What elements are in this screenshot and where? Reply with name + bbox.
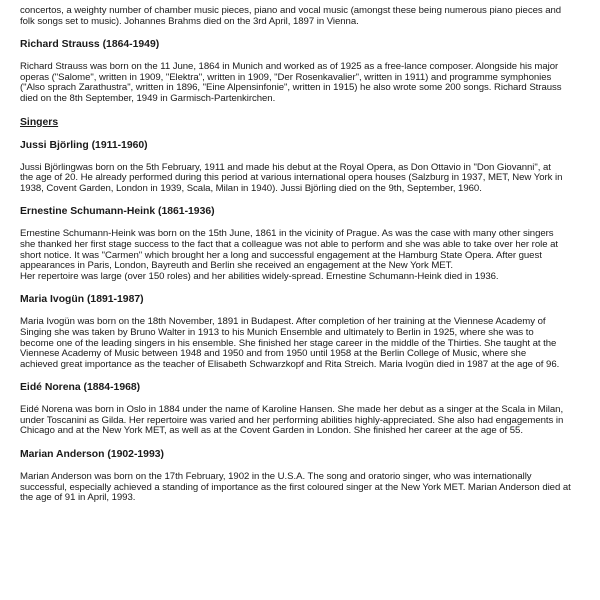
- paragraph-jussi-bjorling: Jussi Björlingwas born on the 5th February, 1911 and made his debut at the Royal Opera, as Don Ottavio in "Don Giovanni", at the age of 20. He already performed during this period at various international opera houses (Salzburg in 1937, MET, New York in 1938, Covent Garden, London in 1939, Scala, Milan in 1940). Jussi Björling died on the 9th, September, 1960.: [20, 161, 563, 194]
- heading-jussi-bjorling: Jussi Björling (1911-1960): [20, 139, 148, 151]
- paragraph-maria-ivogun: Maria Ivogün was born on the 18th November, 1891 in Budapest. After completion of her training at the Viennese Academy of Singing she was taken by Bruno Walter in 1913 to his Munich Ensemble and ultimately to Berlin in 1925, where she was to become one of the leading singers in his ensemble. She finished her stage career in the middle of the Thirties. She taught at the Viennese Academy of Music between 1948 and 1950 and from 1950 until 1958 at the Berlin College of Music, where she achieved great importance as the teacher of Elisabeth Schwarzkopf and Rita Streich. Maria Ivogün died in 1987 at the age of 96.: [20, 316, 560, 370]
- heading-marian-anderson: Marian Anderson (1902-1993): [20, 449, 164, 461]
- heading-maria-ivogun: Maria Ivogün (1891-1987): [20, 294, 144, 306]
- document-page: [20, 6, 586, 504]
- intro-paragraph: concertos, a weighty number of chamber music pieces, piano and vocal music (amongst these being numerous piano pieces and folk songs set to music). Johannes Brahms died on the 3rd April, 1897 in Vienna.: [20, 5, 562, 27]
- paragraph-eide-norena: Eidé Norena was born in Oslo in 1884 under the name of Karoline Hansen. She made her debut as a singer at the Scala in Milan, under Toscanini as Gilda. Her repertoire was varied and her performing abilities highly-appreciated. She also had engagements in Chicago and at the New York MET, as well as at the Covent Garden in London. She finished her career at the age of 55.: [20, 404, 564, 437]
- paragraph-marian-anderson: Marian Anderson was born on the 17th February, 1902 in the U.S.A. The song and oratorio singer, who was internationally successful, especially achieved a standing of importance as the first coloured singer at the New York MET. Marian Anderson died at the age of 91 in April, 1993.: [20, 471, 571, 504]
- heading-richard-strauss: Richard Strauss (1864-1949): [20, 39, 160, 51]
- paragraph-richard-strauss: Richard Strauss was born on the 11 June, 1864 in Munich and worked as of 1925 as a free-lance composer. Alongside his major operas ("Salome", written in 1909, "Elektra", written in 1909, "Der Rosenkavalier", written in 1911) and programme symphonies ("Also sprach Zarathustra", written in 1896, "Eine Alpensinfonie", written in 1915) he also wrote some 200 songs. Richard Strauss died on the 8th September, 1949 in Garmisch-Partenkirchen.: [20, 61, 562, 104]
- section-heading-singers: Singers: [20, 116, 59, 128]
- heading-ernestine-schumann-heink: Ernestine Schumann-Heink (1861-1936): [20, 206, 215, 218]
- heading-eide-norena: Eidé Norena (1884-1968): [20, 382, 141, 394]
- paragraph-ernestine-schumann-heink: Ernestine Schumann-Heink was born on the 15th June, 1861 in the vicinity of Prague. As was the case with many other singers she thanked her first stage success to the fact that a colleague was not able to perform and she was able to take over her role at short notice. It was "Carmen" which brought her a long and successful engagement at the Hamburg State Opera. After guest appearances in Paris, London, Bayreuth and Berlin she received an engagement at the New York MET. Her repertoire was large (over 150 roles) and her abilities widely-spread. Ernestine Schumann-Heink died in 1936.: [20, 228, 558, 282]
